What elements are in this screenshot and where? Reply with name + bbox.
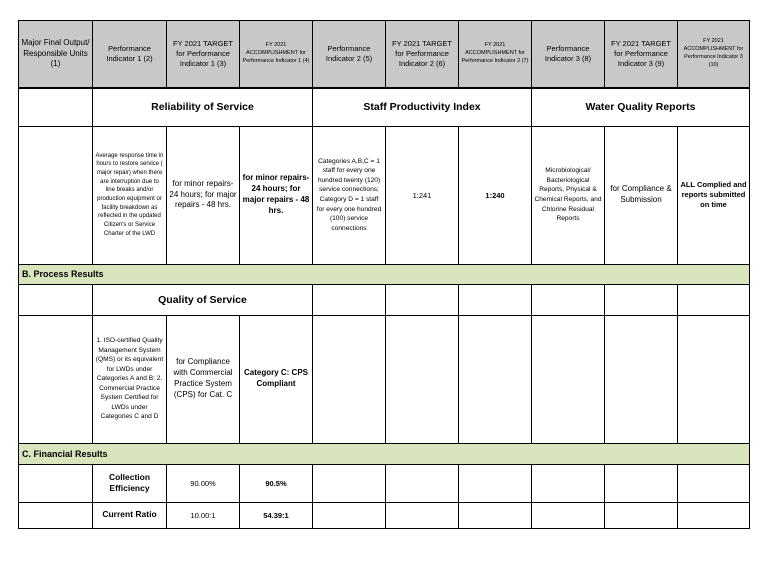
empty-cell [19,88,93,126]
empty-cell [386,502,459,528]
header-cell: FY 2021 ACCOMPLISHMENT for Performance Indicator 1 (4) [240,21,313,89]
empty-cell [532,502,605,528]
quality-accomplishment: Category C: CPS Compliant [240,315,313,443]
header-cell: Performance Indicator 2 (5) [313,21,386,89]
financial-accomplishment: 54.39:1 [240,502,313,528]
empty-cell [386,464,459,502]
empty-cell [605,464,678,502]
financial-label: Collection Efficiency [93,464,167,502]
empty-cell [678,502,750,528]
empty-cell [19,284,93,315]
empty-cell [313,315,386,443]
table-row [19,126,750,264]
header-cell: FY 2021 ACCOMPLISHMENT for Performance Indicator 2 (7) [459,21,532,89]
empty-cell [459,315,532,443]
empty-cell [386,284,459,315]
pi1-accomplishment: for minor repairs- 24 hours; for major repairs - 48 hrs. [240,126,313,264]
header-cell: FY 2021 TARGET for Performance Indicator 1 (3) [167,21,240,89]
empty-cell [678,464,750,502]
pi3-description: Microbiological/ Bacteriological Reports, Physical & Chemical Reports, and Chlorine Residual Reports [532,126,605,264]
empty-cell [605,315,678,443]
group-reliability: Reliability of Service [93,88,313,126]
header-cell: Major Final Output/ Responsible Units (1) [19,21,93,89]
section-row [19,443,750,464]
group-water-quality: Water Quality Reports [532,88,750,126]
pi2-target: 1:241 [386,126,459,264]
pi1-description: Average response time in hours to restore service ( major repair) when there are interruption due to line breaks and/or production equipment or facility breakdown as reflected in the updated Citizen's or Service Charter of the LWD [93,126,167,264]
section-row [19,264,750,284]
header-cell: FY 2021 ACCOMPLISHMENT for Performance Indicator 3 (10) [678,21,750,89]
empty-cell [19,126,93,264]
empty-cell [313,502,386,528]
empty-cell [313,464,386,502]
table-row [19,315,750,443]
empty-cell [532,315,605,443]
empty-cell [19,315,93,443]
section-process-results: B. Process Results [19,264,750,284]
empty-cell [313,284,386,315]
empty-cell [19,464,93,502]
pi3-accomplishment: ALL Complied and reports submitted on time [678,126,750,264]
financial-target: 90.00% [167,464,240,502]
header-cell: Performance Indicator 1 (2) [93,21,167,89]
quality-pi-description: 1. ISO-certified Quality Management System (QMS) or its equivalent for LWDs under Categories A and B; 2. Commercial Practice System Certified for LWDs under Categories C and D [93,315,167,443]
header-row [19,21,750,89]
empty-cell [532,464,605,502]
empty-cell [459,502,532,528]
pi3-target: for Compliance & Submission [605,126,678,264]
section-financial-results: C. Financial Results [19,443,750,464]
group-quality-of-service: Quality of Service [93,284,313,315]
financial-accomplishment: 90.5% [240,464,313,502]
table-row [19,502,750,528]
header-cell: Performance Indicator 3 (8) [532,21,605,89]
empty-cell [459,284,532,315]
empty-cell [678,315,750,443]
pi2-accomplishment: 1:240 [459,126,532,264]
quality-target: for Compliance with Commercial Practice System (CPS) for Cat. C [167,315,240,443]
group-title-row [19,284,750,315]
performance-table [18,20,750,529]
table-row [19,464,750,502]
empty-cell [459,464,532,502]
pi1-target: for minor repairs- 24 hours; for major repairs - 48 hrs. [167,126,240,264]
pi2-description: Categories A,B,C = 1 staff for every one hundred twenty (120) service connections; Category D = 1 staff for every one hundred (100) service connections [313,126,386,264]
group-staff-productivity: Staff Productivity Index [313,88,532,126]
header-cell: FY 2021 TARGET for Performance Indicator 2 (6) [386,21,459,89]
empty-cell [386,315,459,443]
group-title-row [19,88,750,126]
empty-cell [678,284,750,315]
financial-label: Current Ratio [93,502,167,528]
empty-cell [605,284,678,315]
header-cell: FY 2021 TARGET for Performance Indicator 3 (9) [605,21,678,89]
financial-target: 10.00:1 [167,502,240,528]
empty-cell [532,284,605,315]
empty-cell [19,502,93,528]
empty-cell [605,502,678,528]
